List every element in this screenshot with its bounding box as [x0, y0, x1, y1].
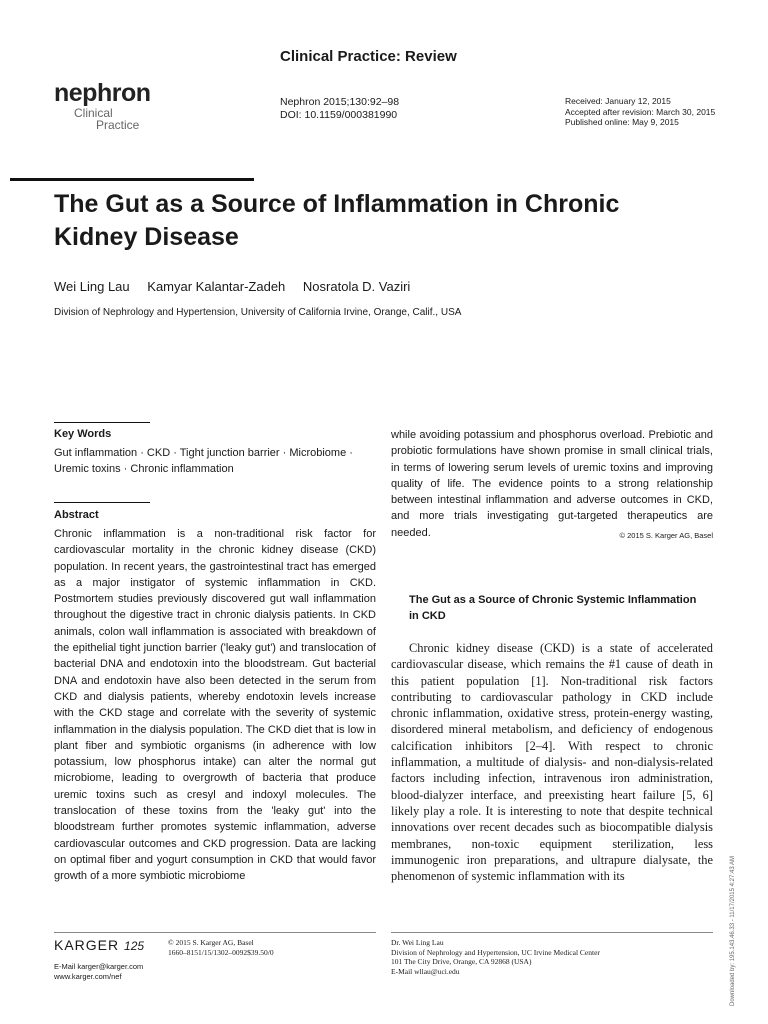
citation: Nephron 2015;130:92–98	[280, 96, 400, 108]
author: Nosratola D. Vaziri	[302, 279, 411, 294]
correspondence-block	[391, 938, 600, 976]
doi: DOI: 10.1159/000381990	[280, 109, 398, 121]
corr-email: E-Mail wllau@uci.edu	[391, 966, 460, 976]
publisher-contact	[54, 962, 143, 981]
abstract-continuation-text: while avoiding potassium and phosphorus overload. Prebiotic and probiotic formulations have shown promise in small clinical trials, in terms of lowering serum levels of uremic toxins and improving quality of life. The evidence points to a strong relationship between intestinal inflammation and adverse outcomes in CKD, and more trials investigating gut-targeted therapeutics are needed.	[391, 429, 713, 539]
section-body: Chronic kidney disease (CKD) is a state of accelerated cardiovascular disease, which remains the #1 cause of death in this patient population [1]. Non-traditional risk factors contributing to cardiovascular pathology in CKD include chronic inflammation, oxidative stress, protein-energy wasting, disordered mineral metabolism, and deficiency of endogenous calcification inhibitors [2–4]. With respect to chronic inflammation, a multitude of dialysis- and non-dialysis-related factors including infection, intravenous iron administration, blood-dialyzer interface, and preexisting heart failure [5, 6] likely play a role. It is interesting to note that despite technical innovations over recent decades such as biocompatible dialysis membranes, non-toxic equipment sterilization, less immunogenic iron preparations, and ultrapure dialysate, the phenomenon of systemic inflammation with its	[391, 641, 713, 884]
publisher-email: E-Mail karger@karger.com	[54, 962, 144, 971]
abstract-heading: Abstract	[54, 509, 99, 521]
keywords-rule	[54, 422, 150, 423]
footer-copyright: © 2015 S. Karger AG, Basel	[168, 938, 254, 947]
footer-rule	[391, 932, 713, 933]
author: Wei Ling Lau	[54, 279, 130, 294]
section-heading: The Gut as a Source of Chronic Systemic Inflammation in CKD	[409, 594, 697, 622]
author: Kamyar Kalantar-Zadeh	[147, 279, 286, 294]
abstract-continuation	[391, 427, 713, 544]
journal-logo: nephron	[54, 79, 151, 107]
published-date: Published online: May 9, 2015	[565, 117, 679, 127]
author-list	[54, 279, 424, 294]
abstract-rule	[54, 502, 150, 503]
journal-logo-sub: Clinical	[74, 106, 113, 120]
affiliation: Division of Nephrology and Hypertension, University of California Irvine, Orange, Calif., USA	[54, 307, 462, 318]
publisher-anniversary: 125	[124, 939, 145, 953]
corr-name: Dr. Wei Ling Lau	[391, 938, 444, 947]
header-rule	[10, 178, 254, 181]
citation-block	[280, 96, 399, 122]
footer-issn: 1660–8151/15/1302–0092$39.50/0	[168, 947, 274, 957]
journal-logo-sub: Practice	[96, 118, 140, 132]
received-date: Received: January 12, 2015	[565, 96, 671, 106]
publisher-logo	[54, 937, 144, 953]
download-watermark: Downloaded by: 195.143.46.33 - 11/17/2015 4:27:43 AM	[730, 855, 736, 1006]
corr-address: 101 The City Drive, Orange, CA 92868 (USA)	[391, 957, 532, 966]
footer-rule	[54, 932, 376, 933]
keywords-text: Gut inflammation · CKD · Tight junction barrier · Microbiome · Uremic toxins · Chronic inflammation	[54, 447, 353, 475]
publisher-name: KARGER	[54, 937, 120, 953]
abstract-text: Chronic inflammation is a non-traditional risk factor for cardiovascular mortality in the chronic kidney disease (CKD) population. In recent years, the gastrointestinal tract has emerged as a major instigator of systemic inflammation in CKD. Postmortem studies previously discovered gut wall inflammation throughout the digestive tract in chronic dialysis patients. In CKD animals, colon wall inflammation is associated with breakdown of the epithelial tight junction barrier ('leaky gut') and translocation of bacterial DNA and endotoxin into the bloodstream. Gut bacterial DNA and endotoxin have also been detected in the serum from CKD and dialysis patients, whereby endotoxin levels increase with the CKD stage and correlate with the severity of systemic inflammation in the dialysis population. The CKD diet that is low in plant fiber and symbiotic organisms (in adherence with low potassium, low phosphorus intake) can alter the normal gut microbiome, leading to overgrowth of bacteria that produce uremic toxins such as cresyl and indoxyl molecules. The translocation of these toxins from the 'leaky gut' into the bloodstream further promotes systemic inflammation, adverse cardiovascular outcomes and CKD progression. Data are lacking on optimal fiber and yogurt consumption in CKD that would favor growth of a more symbiotic microbiome	[54, 528, 376, 883]
corr-dept: Division of Nephrology and Hypertension, UC Irvine Medical Center	[391, 947, 600, 957]
footer-copyright-block	[168, 938, 274, 957]
accepted-date: Accepted after revision: March 30, 2015	[565, 106, 716, 117]
publisher-web: www.karger.com/nef	[54, 971, 122, 981]
keywords-heading: Key Words	[54, 428, 112, 440]
abstract-copyright: © 2015 S. Karger AG, Basel	[619, 530, 713, 540]
dates-block	[565, 96, 715, 128]
article-title: The Gut as a Source of Inflammation in Chronic Kidney Disease	[54, 190, 620, 251]
section-label: Clinical Practice: Review	[280, 48, 457, 65]
